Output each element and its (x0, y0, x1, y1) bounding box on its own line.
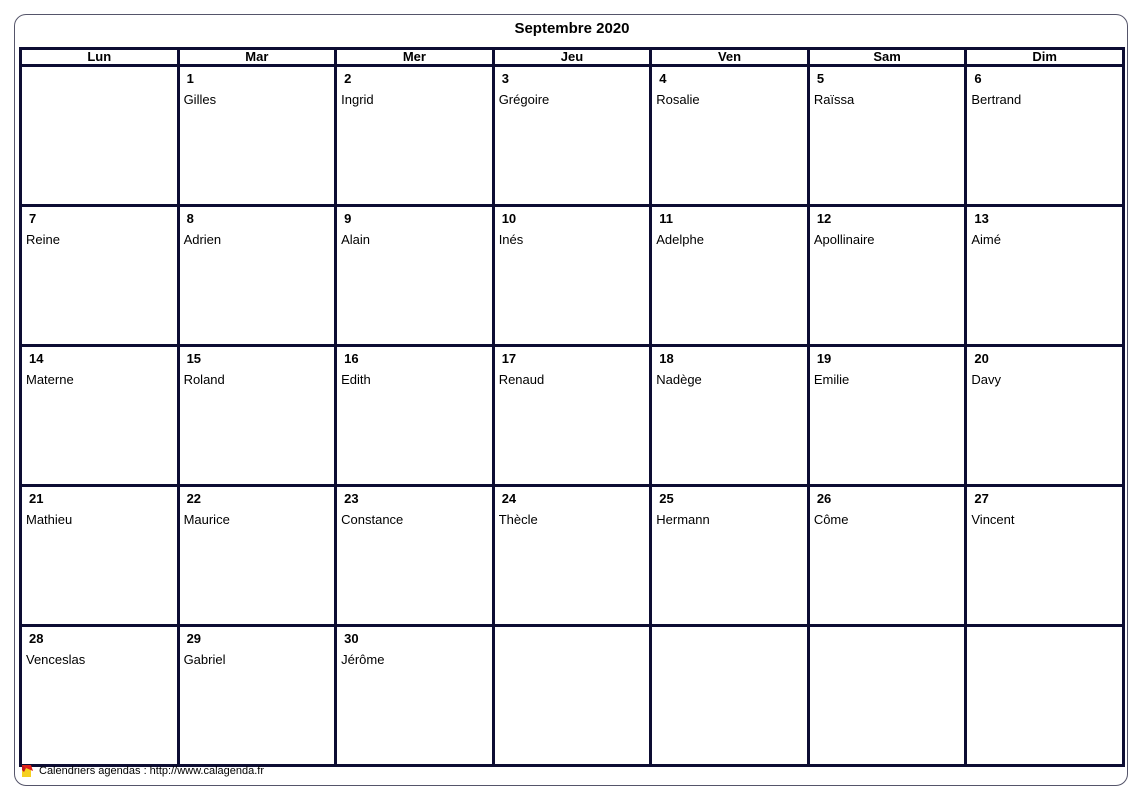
saint-name: Davy (971, 372, 1001, 387)
day-cell (336, 66, 494, 206)
saint-name: Nadège (656, 372, 702, 387)
week-row (21, 346, 1124, 486)
saint-name: Gabriel (183, 652, 226, 667)
saint-name: Roland (183, 372, 225, 387)
day-number: 27 (974, 491, 989, 506)
day-number: 17 (501, 351, 517, 366)
weekday-header: Sam (808, 49, 966, 66)
day-number: 14 (29, 351, 44, 366)
saint-name: Materne (26, 372, 74, 387)
day-number: 19 (816, 351, 832, 366)
saint-name: Adrien (183, 232, 222, 247)
saint-name: Bertrand (971, 92, 1022, 107)
day-number: 20 (974, 351, 989, 366)
day-number: 23 (344, 491, 359, 506)
day-cell (808, 206, 966, 346)
day-cell (178, 66, 336, 206)
day-cell (808, 66, 966, 206)
day-cell (336, 346, 494, 486)
day-number: 29 (186, 631, 202, 646)
day-number: 2 (344, 71, 352, 86)
day-cell (178, 346, 336, 486)
week-row (21, 486, 1124, 626)
day-number: 11 (659, 211, 673, 226)
saint-name: Thècle (498, 512, 538, 527)
weekday-header: Mer (336, 49, 494, 66)
saint-name: Hermann (656, 512, 710, 527)
calendar-grid (19, 47, 1125, 767)
day-number: 22 (186, 491, 202, 506)
day-cell (493, 486, 651, 626)
saint-name: Vincent (971, 512, 1015, 527)
day-cell (966, 206, 1124, 346)
day-cell (336, 626, 494, 766)
saint-name: Edith (341, 372, 371, 387)
day-cell (651, 66, 809, 206)
empty-day-cell (21, 66, 179, 206)
weekday-header: Mar (178, 49, 336, 66)
day-number: 16 (344, 351, 359, 366)
weekday-header: Ven (651, 49, 809, 66)
saint-name: Inés (498, 232, 524, 247)
day-cell (808, 346, 966, 486)
saint-name: Gilles (183, 92, 217, 107)
day-number: 9 (344, 211, 352, 226)
day-cell (651, 486, 809, 626)
day-number: 26 (816, 491, 832, 506)
day-cell (966, 66, 1124, 206)
weekday-header-row (21, 49, 1124, 66)
day-number: 28 (29, 631, 44, 646)
day-cell (21, 346, 179, 486)
day-number: 24 (501, 491, 517, 506)
calendar-logo-icon (22, 765, 33, 778)
week-row (21, 206, 1124, 346)
day-number: 6 (974, 71, 982, 86)
day-number: 7 (29, 211, 37, 226)
day-number: 10 (501, 211, 517, 226)
day-cell (21, 206, 179, 346)
day-cell (336, 206, 494, 346)
saint-name: Apollinaire (813, 232, 875, 247)
saint-name: Emilie (813, 372, 850, 387)
saint-name: Adelphe (656, 232, 704, 247)
day-number: 4 (659, 71, 667, 86)
saint-name: Alain (341, 232, 371, 247)
day-cell (178, 626, 336, 766)
saint-name: Constance (341, 512, 404, 527)
footer-text: Calendriers agendas : http://www.calagenda.fr (39, 765, 265, 777)
day-number: 18 (659, 351, 674, 366)
saint-name: Aimé (971, 232, 1001, 247)
day-cell (966, 486, 1124, 626)
day-cell (21, 486, 179, 626)
day-number: 8 (186, 211, 194, 226)
empty-day-cell (808, 626, 966, 766)
saint-name: Raïssa (813, 92, 855, 107)
weekday-header: Lun (21, 49, 179, 66)
empty-day-cell (651, 626, 809, 766)
day-number: 25 (659, 491, 674, 506)
day-cell (493, 206, 651, 346)
saint-name: Ingrid (341, 92, 374, 107)
saint-name: Maurice (183, 512, 230, 527)
empty-day-cell (966, 626, 1124, 766)
saint-name: Jérôme (341, 652, 385, 667)
day-number: 30 (344, 631, 359, 646)
day-number: 13 (974, 211, 989, 226)
footer (22, 764, 264, 778)
saint-name: Renaud (498, 372, 545, 387)
day-number: 1 (186, 71, 194, 86)
day-cell (178, 206, 336, 346)
day-number: 5 (816, 71, 825, 86)
day-cell (21, 626, 179, 766)
week-row (21, 66, 1124, 206)
day-cell (493, 66, 651, 206)
saint-name: Venceslas (26, 652, 86, 667)
day-cell (493, 346, 651, 486)
weekday-header: Jeu (493, 49, 651, 66)
weekday-header: Dim (966, 49, 1124, 66)
day-cell (651, 346, 809, 486)
saint-name: Reine (26, 232, 60, 247)
day-cell (178, 486, 336, 626)
saint-name: Mathieu (26, 512, 73, 527)
day-cell (651, 206, 809, 346)
saint-name: Rosalie (656, 92, 700, 107)
empty-day-cell (493, 626, 651, 766)
saint-name: Côme (813, 512, 849, 527)
week-row (21, 626, 1124, 766)
calendar-title: Septembre 2020 (514, 20, 630, 37)
day-cell (336, 486, 494, 626)
day-cell (966, 346, 1124, 486)
day-number: 3 (501, 71, 509, 86)
day-number: 21 (29, 491, 44, 506)
day-number: 15 (186, 351, 202, 366)
day-cell (808, 486, 966, 626)
day-number: 12 (816, 211, 832, 226)
saint-name: Grégoire (498, 92, 550, 107)
